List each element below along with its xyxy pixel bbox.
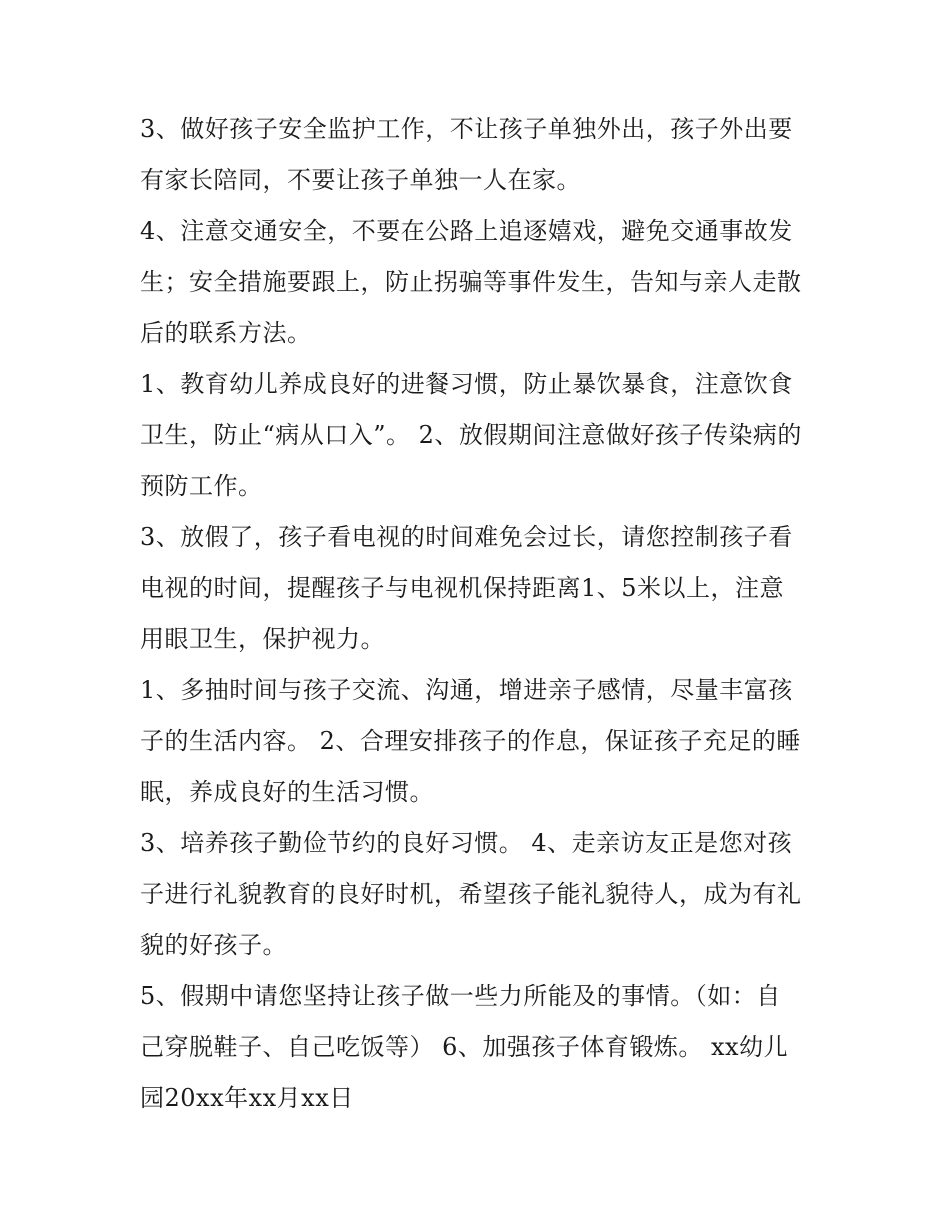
text-line-15: 3、培养孩子勤俭节约的良好习惯。 4、走亲访友正是您对孩: [140, 829, 793, 857]
text-line-6: 1、教育幼儿养成良好的进餐习惯，防止暴饮暴食，注意饮食: [140, 370, 793, 398]
text-line-9: 3、放假了，孩子看电视的时间难免会过长，请您控制孩子看: [140, 523, 793, 551]
text-line-1: 3、做好孩子安全监护工作，不让孩子单独外出，孩子外出要: [140, 115, 793, 143]
text-line-12: 1、多抽时间与孩子交流、沟通，增进亲子感情，尽量丰富孩: [140, 676, 793, 704]
document-body: [140, 104, 820, 1124]
text-line-8: 预防工作。: [140, 472, 263, 500]
text-line-10: 电视的时间，提醒孩子与电视机保持距离1、5米以上，注意: [140, 574, 785, 602]
text-line-4: 生；安全措施要跟上，防止拐骗等事件发生，告知与亲人走散: [140, 268, 802, 296]
text-line-20: 园20xx年xx月xx日: [140, 1084, 354, 1112]
text-line-3: 4、注意交通安全，不要在公路上追逐嬉戏，避免交通事故发: [140, 217, 793, 245]
text-line-16: 子进行礼貌教育的良好时机，希望孩子能礼貌待人，成为有礼: [140, 880, 802, 908]
text-line-18: 5、假期中请您坚持让孩子做一些力所能及的事情。（如：自: [140, 982, 781, 1010]
text-line-7: 卫生，防止“病从口入”。 2、放假期间注意做好孩子传染病的: [140, 421, 802, 449]
text-line-19: 己穿脱鞋子、自己吃饭等） 6、加强孩子体育锻炼。 xx幼儿: [140, 1033, 789, 1061]
text-line-14: 眠，养成良好的生活习惯。: [140, 778, 434, 806]
text-line-13: 子的生活内容。 2、合理安排孩子的作息，保证孩子充足的睡: [140, 727, 801, 755]
text-line-17: 貌的好孩子。: [140, 931, 287, 959]
text-line-11: 用眼卫生，保护视力。: [140, 625, 385, 653]
text-line-5: 后的联系方法。: [140, 319, 312, 347]
text-line-2: 有家长陪同，不要让孩子单独一人在家。: [140, 166, 581, 194]
